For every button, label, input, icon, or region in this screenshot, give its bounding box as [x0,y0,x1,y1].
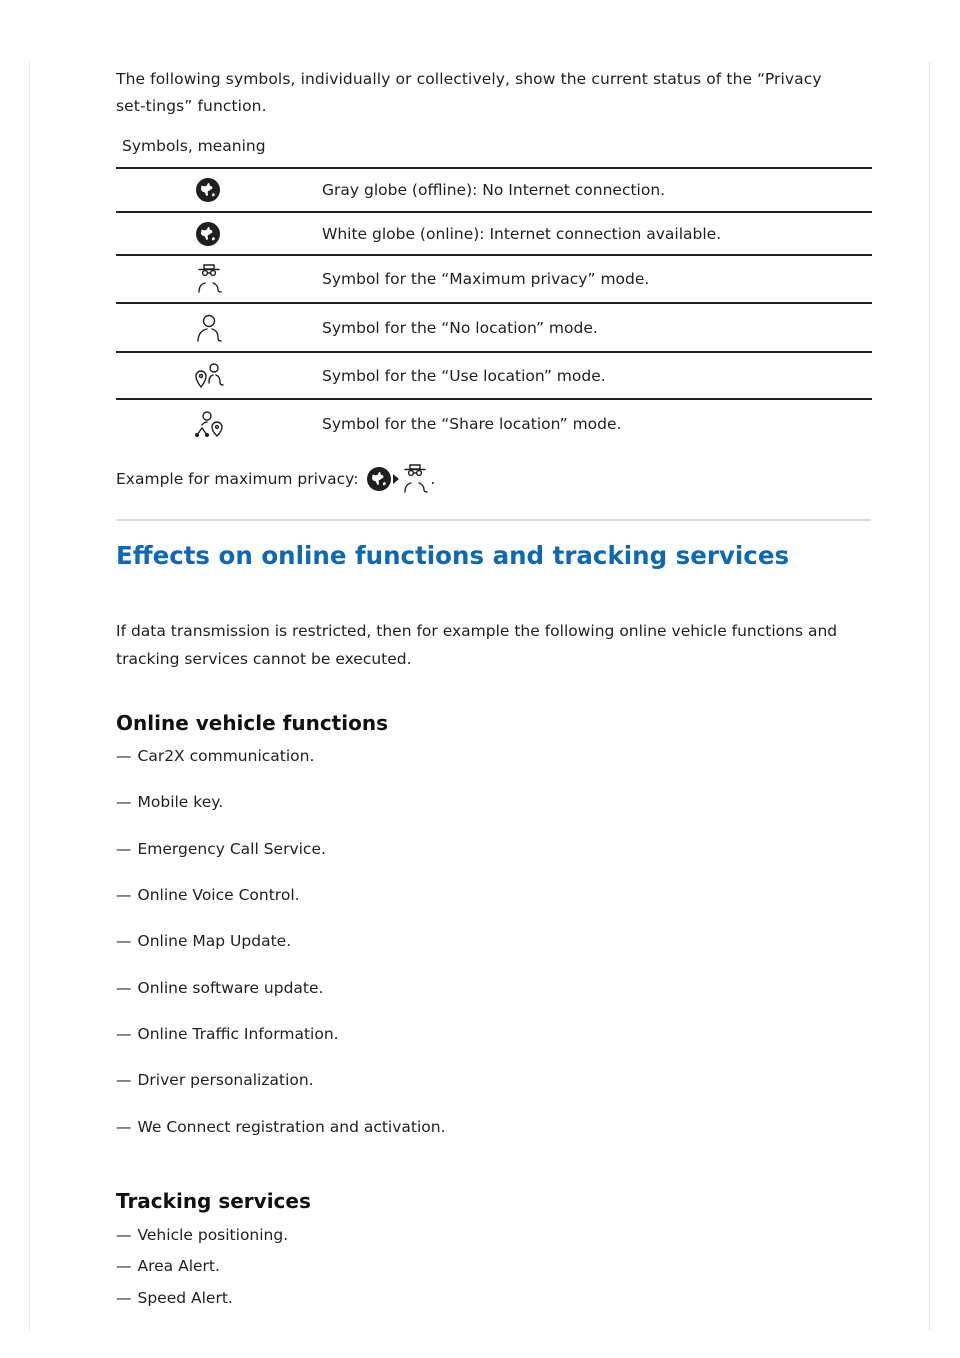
example-label: Example for maximum privacy: [116,470,359,488]
list-item: — We Connect registration and activation. [116,1117,446,1136]
section-divider [116,519,871,521]
table-row [116,404,872,444]
table-row [116,255,872,303]
share-location-icon [116,411,322,437]
table-cell-meaning: Symbol for the “Use location” mode. [322,352,872,399]
table-row [116,212,872,255]
use-location-icon [195,363,225,389]
list-item: — Area Alert. [116,1257,220,1276]
globe-gray-icon [195,177,221,203]
tracking-heading: Tracking services [116,1189,311,1213]
arrow-right-icon [392,473,400,485]
globe-white-icon [195,221,221,247]
online-functions-list [116,733,446,1150]
tracking-list [116,1219,288,1314]
list-item: — Driver personalization. [116,1071,314,1090]
table-row [116,352,872,399]
table-row [116,303,872,352]
maximum-privacy-icon [195,264,223,294]
table-cell-meaning: White globe (online): Internet connection available. [322,212,872,255]
globe-icon [366,466,392,492]
symbols-table [116,167,872,400]
table-cell-meaning: Symbol for the “Maximum privacy” mode. [322,255,872,303]
list-item: — Mobile key. [116,793,224,812]
page-margin-left [29,62,30,1330]
section-title: Effects on online functions and tracking services [116,541,790,570]
table-cell-meaning: Symbol for the “No location” mode. [322,303,872,352]
list-item: — Emergency Call Service. [116,839,326,858]
intro-paragraph: The following symbols, individually or collectively, show the current status of the “Privacy set-tings” function. [116,70,822,115]
list-item: — Car2X communication. [116,747,315,766]
example-line [116,464,435,494]
example-suffix: . [430,470,436,488]
maximum-privacy-icon [400,464,430,494]
list-item: — Online Traffic Information. [116,1024,339,1043]
list-item: — Online Voice Control. [116,886,300,905]
list-item: — Online software update. [116,978,324,997]
online-functions-heading: Online vehicle functions [116,711,388,735]
page-margin-right [929,62,930,1330]
table-cell-meaning: Gray globe (offline): No Internet connection. [322,169,872,212]
table-row [116,169,872,212]
list-item: — Online Map Update. [116,932,292,951]
table-caption: Symbols, meaning [122,137,266,155]
no-location-icon [195,313,223,343]
list-item: — Vehicle positioning. [116,1225,289,1244]
table-cell-meaning: Symbol for the “Share location” mode. [322,415,622,433]
section-paragraph: If data transmission is restricted, then for example the following online vehicle functions and tracking services cannot be executed. [116,622,838,668]
list-item: — Speed Alert. [116,1288,233,1307]
